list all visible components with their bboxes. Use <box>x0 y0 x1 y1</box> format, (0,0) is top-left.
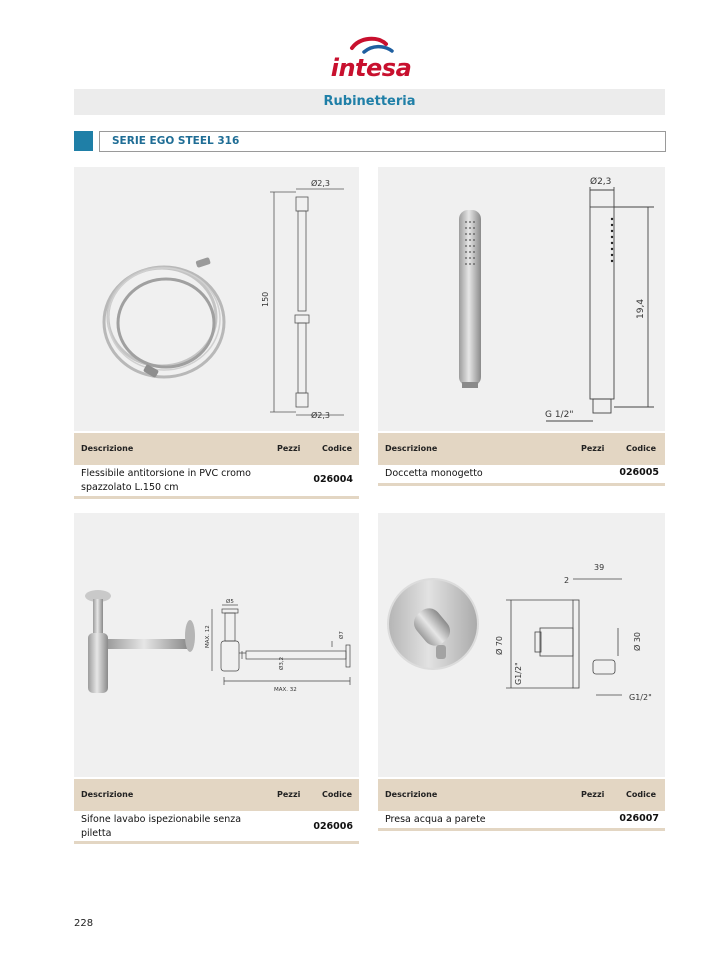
table-row <box>74 467 359 503</box>
dim-thread-left: G1/2" <box>514 662 523 685</box>
description-line: Flessibile antitorsione in PVC cromo <box>81 468 251 479</box>
table-row <box>74 813 359 849</box>
dim-bottom-diameter: Ø2,3 <box>311 411 331 420</box>
dim-thread: G 1/2" <box>545 410 574 420</box>
hose-drawing <box>74 167 359 431</box>
row-divider <box>378 483 665 486</box>
table-row <box>378 813 665 837</box>
series-title: SERIE EGO STEEL 316 <box>112 135 240 147</box>
dim-outlet-diameter: Ø 30 <box>633 631 642 651</box>
col-description: Descrizione <box>81 444 134 453</box>
dim-thread-right: G1/2" <box>629 693 652 702</box>
col-pieces: Pezzi <box>581 790 605 799</box>
row-divider <box>74 841 359 844</box>
hand-shower-drawing <box>378 167 665 431</box>
product-code: 026006 <box>313 821 353 832</box>
dim-length: 19,4 <box>636 298 646 319</box>
dim-length: MAX. 32 <box>274 687 297 693</box>
col-code: Codice <box>322 790 353 799</box>
product-image-panel <box>74 513 359 777</box>
section-title: Rubinetteria <box>323 94 416 109</box>
col-pieces: Pezzi <box>277 444 301 453</box>
row-divider <box>378 828 665 831</box>
siphon-photo <box>85 590 195 693</box>
col-pieces: Pezzi <box>277 790 301 799</box>
dim-end-diameter: Ø7 <box>339 631 345 639</box>
table-header <box>74 779 359 811</box>
section-header <box>74 89 665 115</box>
dim-height: MAX. 12 <box>205 625 211 648</box>
table-header <box>378 433 665 465</box>
series-marker <box>74 131 93 151</box>
dim-pipe-diameter: Ø3,2 <box>279 656 285 670</box>
table-row <box>378 467 665 491</box>
hose-photo <box>104 267 224 377</box>
table-header <box>378 779 665 811</box>
wall-outlet-drawing <box>378 513 665 777</box>
col-description: Descrizione <box>385 790 438 799</box>
product-code: 026004 <box>313 474 353 485</box>
description-line: Sifone lavabo ispezionabile senza <box>81 814 242 825</box>
dim-length: 150 <box>261 291 270 307</box>
dim-plate-diameter: Ø 70 <box>495 635 504 655</box>
brand-logo <box>326 36 416 82</box>
table-header <box>74 433 359 465</box>
description-line: Doccetta monogetto <box>385 468 483 479</box>
dim-top-diameter: Ø5 <box>226 599 234 605</box>
col-description: Descrizione <box>81 790 134 799</box>
dim-top-diameter: Ø2,3 <box>311 179 331 188</box>
product-image-panel <box>74 167 359 431</box>
dim-offset: 2 <box>564 576 570 585</box>
col-description: Descrizione <box>385 444 438 453</box>
product-image-panel <box>378 167 665 431</box>
col-code: Codice <box>626 444 657 453</box>
col-pieces: Pezzi <box>581 444 605 453</box>
series-header <box>99 131 666 152</box>
shower-photo <box>459 210 481 386</box>
logo-wordmark: intesa <box>330 54 412 82</box>
col-code: Codice <box>626 790 657 799</box>
dim-diameter: Ø2,3 <box>590 177 612 187</box>
dim-depth: 39 <box>594 563 605 572</box>
product-code: 026005 <box>619 467 659 478</box>
wall-outlet-photo <box>387 578 479 670</box>
description-line: Presa acqua a parete <box>385 814 486 825</box>
page-number: 228 <box>74 918 94 929</box>
description-line: piletta <box>81 827 112 839</box>
siphon-drawing <box>74 513 359 777</box>
row-divider <box>74 496 359 499</box>
product-image-panel <box>378 513 665 777</box>
description-line: spazzolato L.150 cm <box>81 481 179 493</box>
col-code: Codice <box>322 444 353 453</box>
product-code: 026007 <box>619 813 659 824</box>
